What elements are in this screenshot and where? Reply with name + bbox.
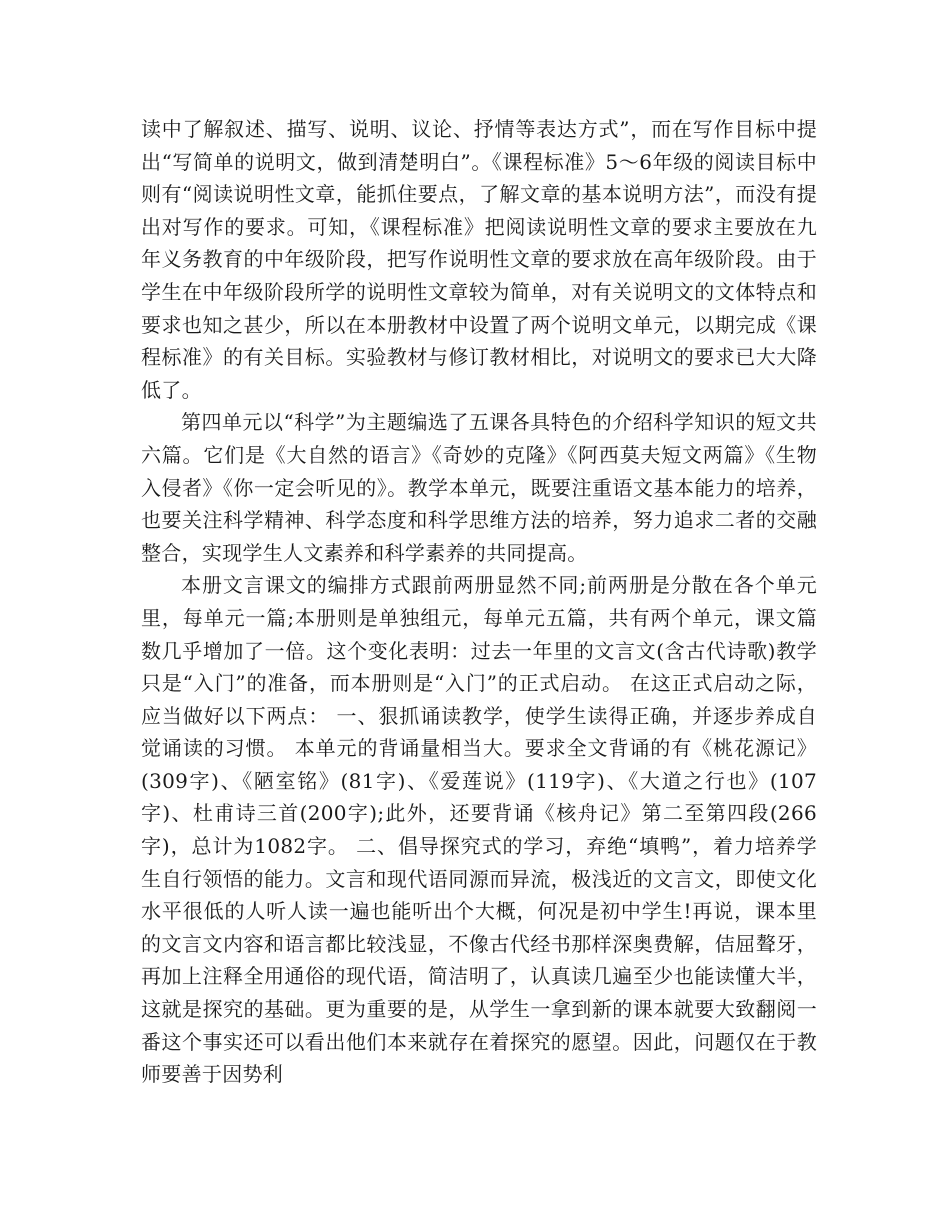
document-body <box>141 113 817 1091</box>
paragraph-classical-chinese: 本册文言课文的编排方式跟前两册显然不同;前两册是分散在各个单元里，每单元一篇;本册则是单独组元，每单元五篇，共有两个单元，课文篇数几乎增加了一倍。这个变化表明：过去一年里的文言文(含古代诗歌)教学只是“入门”的准备，而本册则是“入门”的正式启动。 在这正式启动之际，应当做好以下两点： 一、狠抓诵读教学，使学生读得正确，并逐步养成自觉诵读的习惯。 本单元的背诵量相当大。要求全文背诵的有《桃花源记》(309字)、《陋室铭》(81字)、《爱莲说》(119字)、《大道之行也》(107字)、杜甫诗三首(200字);此外，还要背诵《核舟记》第二至第四段(266字)，总计为1082字。 二、倡导探究式的学习，弃绝“填鸭”，着力培养学生自行领悟的能力。文言和现代语同源而异流，极浅近的文言文，即使文化水平很低的人听人读一遍也能听出个大概，何况是初中学生!再说，课本里的文言文内容和语言都比较浅显，不像古代经书那样深奥费解，佶屈聱牙，再加上注释全用通俗的现代语，简洁明了，认真读几遍至少也能读懂大半，这就是探究的基础。更为重要的是，从学生一拿到新的课本就要大致翻阅一番这个事实还可以看出他们本来就存在着探究的愿望。因此，问题仅在于教师要善于因势利 <box>141 573 817 1087</box>
paragraph-continued: 读中了解叙述、描写、说明、议论、抒情等表达方式”，而在写作目标中提出“写简单的说明文，做到清楚明白”。《课程标准》5～6年级的阅读目标中则有“阅读说明性文章，能抓住要点，了解文章的基本说明方法”，而没有提出对写作的要求。可知，《课程标准》把阅读说明性文章的要求主要放在九年义务教育的中年级阶段，把写作说明性文章的要求放在高年级阶段。由于学生在中年级阶段所学的说明性文章较为简单，对有关说明文的文体特点和要求也知之甚少，所以在本册教材中设置了两个说明文单元，以期完成《课程标准》的有关目标。实验教材与修订教材相比，对说明文的要求已大大降低了。 <box>141 117 817 402</box>
paragraph-unit-four-science: 第四单元以“科学”为主题编选了五课各具特色的介绍科学知识的短文共六篇。它们是《大自然的语言》《奇妙的克隆》《阿西莫夫短文两篇》《生物入侵者》《你一定会听见的》。教学本单元，既要注重语文基本能力的培养，也要关注科学精神、科学态度和科学思维方法的培养，努力追求二者的交融整合，实现学生人文素养和科学素养的共同提高。 <box>141 410 817 565</box>
